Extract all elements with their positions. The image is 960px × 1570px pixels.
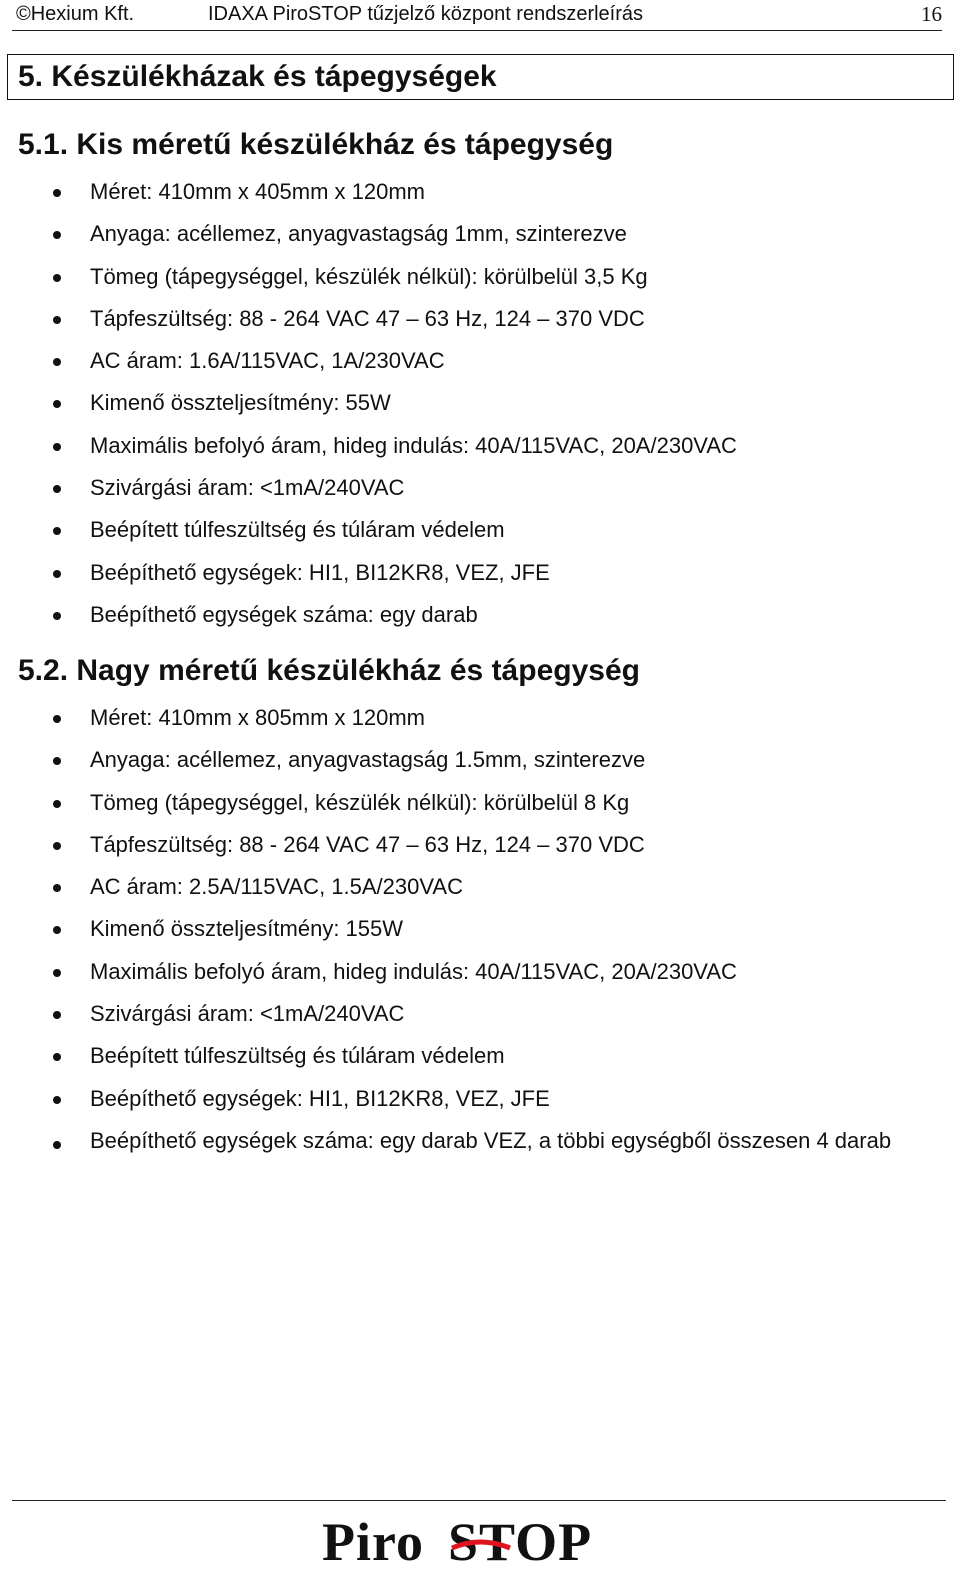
bullet-icon [53, 715, 61, 723]
bullet-icon [53, 1141, 61, 1149]
section-title: 5.1. Kis méretű készülékház és tápegység [18, 128, 614, 161]
bullet-icon [53, 443, 61, 451]
section-title: 5.2. Nagy méretű készülékház és tápegység [18, 654, 640, 687]
list-item [0, 700, 960, 742]
bullet-icon [53, 884, 61, 892]
bullet-icon [53, 842, 61, 850]
logo-text-stop: STOP [448, 1512, 593, 1568]
bullet-icon [53, 1096, 61, 1104]
list-item-text: Szivárgási áram: <1mA/240VAC [90, 1001, 405, 1027]
list-item [0, 996, 960, 1038]
list-item-text: Anyaga: acéllemez, anyagvastagság 1mm, szinterezve [90, 221, 627, 247]
bullet-icon [53, 969, 61, 977]
page-header [12, 0, 942, 31]
bullet-icon [53, 570, 61, 578]
list-item [0, 785, 960, 827]
list-item [0, 1081, 960, 1123]
bullet-icon [53, 316, 61, 324]
list-item-text: Beépíthető egységek száma: egy darab VEZ, a többi egységből összesen 4 darab [90, 1127, 892, 1153]
list-item [0, 597, 960, 639]
list-item-text: Beépített túlfeszültség és túláram védelem [90, 517, 505, 543]
list-item-text: Szivárgási áram: <1mA/240VAC [90, 475, 405, 501]
pirostop-logo [320, 1512, 640, 1568]
bullet-icon [53, 527, 61, 535]
list-item-text: AC áram: 1.6A/115VAC, 1A/230VAC [90, 348, 445, 374]
bullet-icon [53, 800, 61, 808]
list-item [0, 174, 960, 216]
bullet-icon [53, 757, 61, 765]
bullet-icon [53, 400, 61, 408]
list-item-text: Maximális befolyó áram, hideg indulás: 40A/115VAC, 20A/230VAC [90, 432, 737, 458]
list-item [0, 216, 960, 258]
list-item [0, 555, 960, 597]
list-item-text: Anyaga: acéllemez, anyagvastagság 1.5mm, szinterezve [90, 747, 646, 773]
logo-text-piro: Piro [322, 1512, 424, 1568]
bullet-icon [53, 1053, 61, 1061]
spec-list [0, 700, 960, 1155]
bullet-icon [53, 485, 61, 493]
list-item-text: Méret: 410mm x 405mm x 120mm [90, 179, 425, 204]
list-item [0, 742, 960, 784]
list-item-text: Tömeg (tápegységgel, készülék nélkül): körülbelül 3,5 Kg [90, 263, 648, 289]
list-item-text: Tápfeszültség: 88 - 264 VAC 47 – 63 Hz, 124 – 370 VDC [90, 305, 645, 331]
list-item [0, 911, 960, 953]
list-item [0, 301, 960, 343]
bullet-icon [53, 358, 61, 366]
list-item [0, 954, 960, 996]
bullet-icon [53, 274, 61, 282]
bullet-icon [53, 231, 61, 239]
list-item [0, 343, 960, 385]
list-item [0, 259, 960, 301]
list-item [0, 470, 960, 512]
copyright-text: ©Hexium Kft. [16, 3, 135, 25]
list-item-text: Beépíthető egységek száma: egy darab [90, 601, 478, 627]
bullet-icon [53, 1011, 61, 1019]
list-item-text: Tömeg (tápegységgel, készülék nélkül): körülbelül 8 Kg [90, 789, 630, 815]
list-item-text: Kimenő összteljesítmény: 155W [90, 916, 404, 942]
list-item-text: Maximális befolyó áram, hideg indulás: 40A/115VAC, 20A/230VAC [90, 958, 737, 984]
list-item [0, 1123, 944, 1155]
bullet-icon [53, 612, 61, 620]
list-item-text: Beépített túlfeszültség és túláram védelem [90, 1043, 505, 1069]
document-title: IDAXA PiroSTOP tűzjelző központ rendszerleírás [208, 3, 644, 25]
list-item-text: Beépíthető egységek: HI1, BI12KR8, VEZ, JFE [90, 1085, 550, 1111]
list-item-text: Kimenő összteljesítmény: 55W [90, 390, 391, 416]
chapter-title: 5. Készülékházak és tápegységek [7, 54, 954, 100]
bullet-icon [53, 926, 61, 934]
list-item-text: Tápfeszültség: 88 - 264 VAC 47 – 63 Hz, 124 – 370 VDC [90, 831, 645, 857]
list-item [0, 428, 960, 470]
footer-divider [12, 1500, 946, 1501]
list-item [0, 385, 960, 427]
list-item [0, 512, 960, 554]
list-item [0, 827, 960, 869]
list-item [0, 1038, 960, 1080]
list-item-text: AC áram: 2.5A/115VAC, 1.5A/230VAC [90, 874, 463, 900]
spec-list [0, 174, 960, 639]
list-item-text: Beépíthető egységek: HI1, BI12KR8, VEZ, JFE [90, 559, 550, 585]
list-item-text: Méret: 410mm x 805mm x 120mm [90, 705, 425, 730]
list-item [0, 869, 960, 911]
page-number: 16 [921, 2, 942, 26]
bullet-icon [53, 189, 61, 197]
